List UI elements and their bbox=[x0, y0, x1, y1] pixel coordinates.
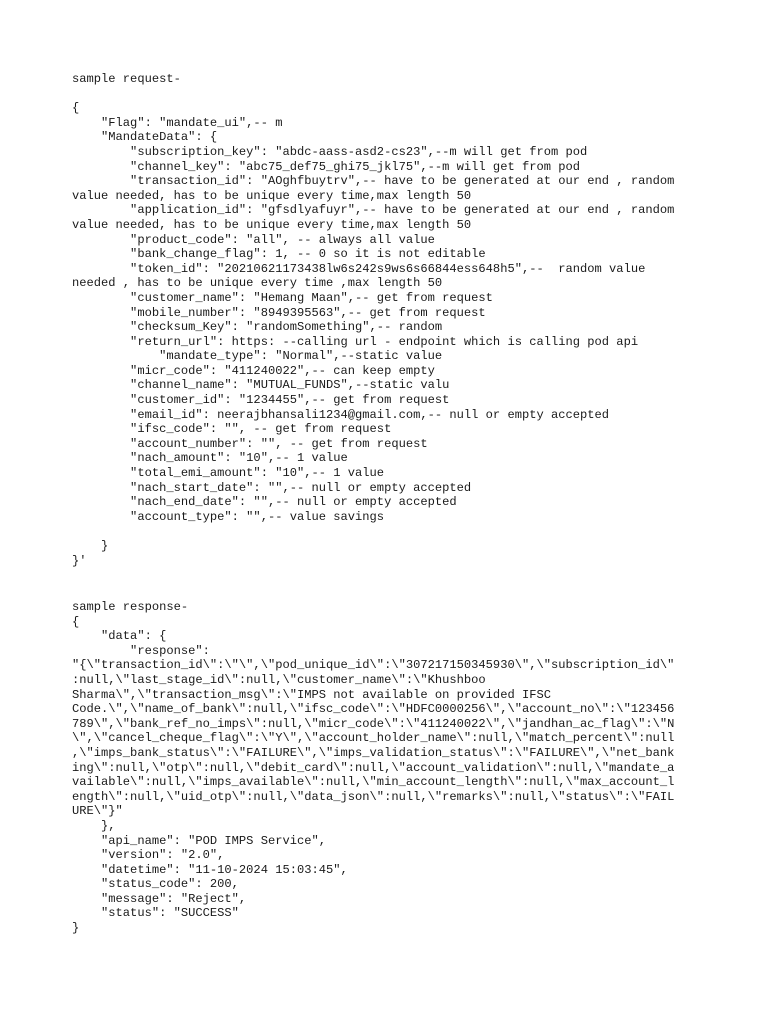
request-line: { bbox=[72, 101, 80, 116]
request-line: "MandateData": { bbox=[72, 130, 218, 145]
request-line: }' bbox=[72, 553, 87, 568]
request-line: "checksum_Key": "randomSomething",-- random bbox=[72, 320, 443, 335]
request-line bbox=[72, 524, 700, 539]
response-line: Code.\",\"name_of_bank\":null,\"ifsc_code\":\"HDFC0000256\",\"account_no\":\"123456 bbox=[72, 702, 675, 717]
response-line: "{\"transaction_id\":\"\",\"pod_unique_id\":\"307217150345930\",\"subscription_id\" bbox=[72, 658, 675, 673]
request-line: "channel_name": "MUTUAL_FUNDS",--static valu bbox=[72, 378, 450, 393]
response-line: "data": { bbox=[72, 629, 167, 644]
response-line: } bbox=[72, 921, 80, 936]
request-line: "subscription_key": "abdc-aass-asd2-cs23",--m will get from pod bbox=[72, 144, 588, 159]
response-line: ,\"imps_bank_status\":\"FAILURE\",\"imps_validation_status\":\"FAILURE\",\"net_bank bbox=[72, 745, 675, 760]
sample-response-block bbox=[72, 600, 700, 936]
request-line: "bank_change_flag": 1, -- 0 so it is not editable bbox=[72, 247, 486, 262]
response-line: "message": "Reject", bbox=[72, 891, 247, 906]
request-line: "transaction_id": "AOghfbuytrv",-- have to be generated at our end , random bbox=[72, 174, 675, 189]
response-line: { bbox=[72, 614, 80, 629]
response-line: "status_code": 200, bbox=[72, 877, 239, 892]
response-line: vailable\":null,\"imps_available\":null,\"min_account_length\":null,\"max_account_l bbox=[72, 775, 675, 790]
request-line: } bbox=[72, 539, 109, 553]
response-line: Sharma\",\"transaction_msg\":\"IMPS not available on provided IFSC bbox=[72, 687, 551, 702]
request-line: "account_number": "", -- get from request bbox=[72, 436, 428, 451]
request-line: "total_emi_amount": "10",-- 1 value bbox=[72, 466, 385, 481]
request-line: "customer_id": "1234455",-- get from request bbox=[72, 393, 450, 408]
request-line: value needed, has to be unique every time,max length 50 bbox=[72, 188, 472, 203]
request-line: "mobile_number": "8949395563",-- get from request bbox=[72, 305, 486, 320]
response-line: \",\"cancel_cheque_flag\":\"Y\",\"account_holder_name\":null,\"match_percent\":null bbox=[72, 731, 675, 746]
response-line: "datetime": "11-10-2024 15:03:45", bbox=[72, 862, 348, 877]
request-line: "Flag": "mandate_ui",-- m bbox=[72, 115, 283, 130]
request-line: "customer_name": "Hemang Maan",-- get from request bbox=[72, 290, 493, 305]
response-line: sample response- bbox=[72, 600, 189, 614]
response-line: "response": bbox=[72, 643, 210, 658]
request-line: "mandate_type": "Normal",--static value bbox=[72, 349, 443, 364]
request-line: "application_id": "gfsdlyafuyr",-- have to be generated at our end , random bbox=[72, 203, 675, 218]
request-line: "return_url": https: --calling url - endpoint which is calling pod api bbox=[72, 334, 639, 349]
response-line: 789\",\"bank_ref_no_imps\":null,\"micr_code\":\"411240022\",\"jandhan_ac_flag\":\"N bbox=[72, 716, 675, 731]
request-line: "micr_code": "411240022",-- can keep empty bbox=[72, 363, 435, 378]
request-line: "channel_key": "abc75_def75_ghi75_jkl75",--m will get from pod bbox=[72, 159, 581, 174]
response-line: URE\"}" bbox=[72, 804, 123, 819]
request-line: "account_type": "",-- value savings bbox=[72, 509, 385, 524]
request-line: needed , has to be unique every time ,max length 50 bbox=[72, 276, 443, 291]
request-line: "nach_amount": "10",-- 1 value bbox=[72, 451, 348, 466]
request-line: "nach_start_date": "",-- null or empty accepted bbox=[72, 480, 472, 495]
request-line: "product_code": "all", -- always all value bbox=[72, 232, 435, 247]
request-line: "nach_end_date": "",-- null or empty accepted bbox=[72, 495, 457, 510]
response-line: ing\":null,\"otp\":null,\"debit_card\":null,\"account_validation\":null,\"mandate_a bbox=[72, 760, 675, 775]
request-line bbox=[72, 87, 700, 102]
response-line: "api_name": "POD IMPS Service", bbox=[72, 833, 327, 848]
request-line: "token_id": "20210621173438lw6s242s9ws6s66844ess648h5",-- random value bbox=[72, 261, 646, 276]
request-line: value needed, has to be unique every time,max length 50 bbox=[72, 217, 472, 232]
response-line: ength\":null,\"uid_otp\":null,\"data_json\":null,\"remarks\":null,\"status\":\"FAIL bbox=[72, 789, 675, 804]
response-line: "status": "SUCCESS" bbox=[72, 906, 239, 921]
response-line: }, bbox=[72, 818, 116, 833]
response-line: :null,\"last_stage_id\":null,\"customer_name\":\"Khushboo bbox=[72, 672, 486, 687]
request-line: "ifsc_code": "", -- get from request bbox=[72, 422, 392, 437]
response-line: "version": "2.0", bbox=[72, 848, 225, 863]
request-line: sample request- bbox=[72, 72, 181, 86]
sample-request-block bbox=[72, 72, 700, 568]
request-line: "email_id": neerajbhansali1234@gmail.com,-- null or empty accepted bbox=[72, 407, 610, 422]
